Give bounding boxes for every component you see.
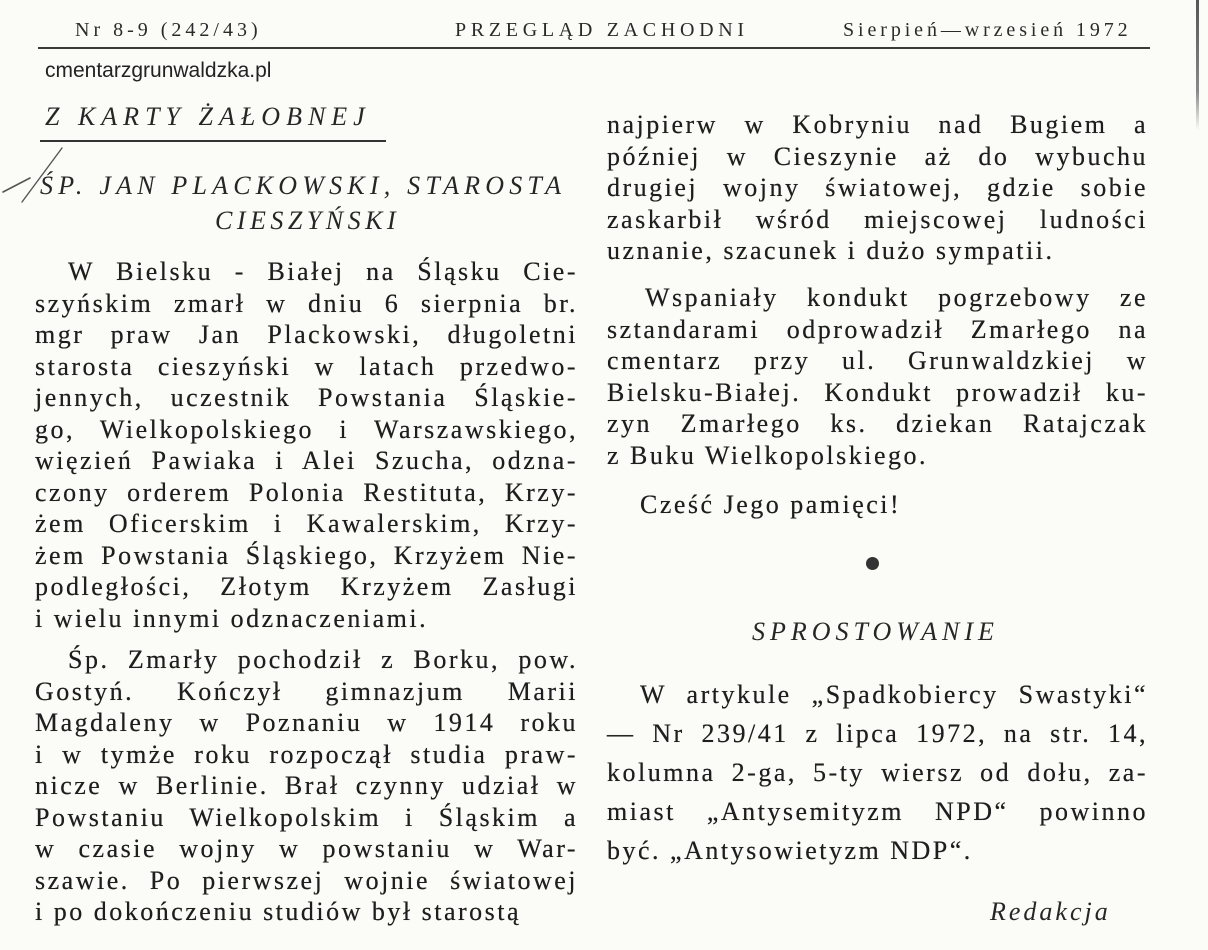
text-line: Powstaniu Wielkopolskim i Śląskim a	[35, 802, 578, 832]
issue-date: Sierpień—wrzesień 1972	[843, 19, 1132, 41]
obituary-headline: ŚP. JAN PLACKOWSKI, STAROSTA	[40, 171, 567, 200]
text-line: uznanie, szacunek i dużo sympatii.	[607, 236, 1055, 265]
text-line: go, Wielkopolskiego i Warszawskiego,	[35, 414, 578, 444]
obituary-closing	[607, 489, 1148, 521]
watermark-url: cmentarzgrunwaldzka.pl	[45, 59, 272, 82]
obituary-paragraph	[35, 256, 578, 634]
scan-edge	[1196, 0, 1199, 130]
obituary-paragraph-continued	[607, 109, 1148, 267]
text-line: w czasie wojny w powstaniu w War-	[35, 834, 578, 863]
text-line: W Bielsku - Białej na Śląsku Cie-	[68, 257, 578, 286]
text-line: starosta cieszyński w latach przedwo-	[35, 351, 578, 381]
text-line: szyńskim zmarł w dniu 6 sierpnia br.	[35, 288, 578, 318]
text-line: Cześć Jego pamięci!	[640, 490, 902, 519]
text-line: Bielsku-Białej. Kondukt prowadził ku-	[607, 377, 1148, 407]
text-line: zyn Zmarłego ks. dziekan Ratajczak	[607, 409, 1148, 438]
section-title-underline	[40, 140, 386, 142]
issue-number: Nr 8-9 (242/43)	[75, 19, 262, 41]
text-line: i po dokończeniu studiów był starostą	[35, 897, 522, 926]
text-line: mgr praw Jan Plackowski, długoletni	[35, 320, 578, 349]
text-line: szawie. Po pierwszej wojnie światowej	[35, 865, 578, 895]
text-line: więzień Pawiaka i Alei Szucha, odzna-	[35, 446, 578, 475]
text-line: — Nr 239/41 z lipca 1972, na str. 14,	[607, 719, 1148, 748]
section-separator-dot	[866, 557, 879, 570]
text-line: Śp. Zmarły pochodził z Borku, pow.	[68, 645, 578, 674]
text-line: Magdaleny w Poznaniu w 1914 roku	[35, 708, 578, 737]
text-line: cmentarz przy ul. Grunwaldzkiej w	[607, 346, 1148, 375]
text-line: czony orderem Polonia Restituta, Krzy-	[35, 477, 578, 507]
text-line: jennych, uczestnik Powstania Śląskie-	[35, 383, 578, 412]
text-line: sztandarami odprowadził Zmarłego na	[607, 314, 1148, 344]
text-line: podległości, Złotym Krzyżem Zasługi	[35, 572, 578, 601]
text-line: miast „Antysemityzm NPD“ powinno	[607, 797, 1148, 826]
text-line: drugiej wojny światowej, gdzie sobie	[607, 173, 1148, 202]
section-title: Z KARTY ŻAŁOBNEJ	[45, 102, 371, 131]
text-line: Wspaniały kondukt pogrzebowy ze	[645, 283, 1148, 312]
obituary-paragraph	[607, 282, 1148, 471]
obituary-headline-continued: CIESZYŃSKI	[215, 206, 401, 235]
text-line: być. „Antysowietyzm NDP“.	[607, 836, 973, 865]
text-line: później w Cieszynie aż do wybuchu	[607, 141, 1148, 171]
text-line: kolumna 2-ga, 5-ty wiersz od dołu, za-	[607, 758, 1148, 787]
correction-body	[607, 675, 1148, 870]
publication-title: PRZEGLĄD ZACHODNI	[455, 19, 749, 41]
correction-title: SPROSTOWANIE	[752, 617, 999, 646]
text-line: najpierw w Kobryniu nad Bugiem a	[607, 110, 1148, 139]
text-line: żem Oficerskim i Kawalerskim, Krzy-	[35, 509, 578, 538]
text-line: żem Powstania Śląskiego, Krzyżem Nie-	[35, 540, 578, 570]
editorial-signature: Redakcja	[990, 897, 1111, 926]
text-line: i wielu innymi odznaczeniami.	[35, 603, 429, 633]
text-line: W artykule „Spadkobiercy Swastyki“	[640, 680, 1148, 709]
text-line: zaskarbił wśród miejscowej ludności	[607, 204, 1148, 234]
header-rule	[38, 47, 1150, 49]
text-line: nicze w Berlinie. Brał czynny udział w	[35, 771, 578, 800]
text-line: i w tymże roku rozpoczął studia praw-	[35, 739, 578, 769]
text-line: Gostyń. Kończył gimnazjum Marii	[35, 676, 578, 706]
obituary-paragraph	[35, 644, 578, 928]
text-line: z Buku Wielkopolskiego.	[607, 440, 929, 470]
